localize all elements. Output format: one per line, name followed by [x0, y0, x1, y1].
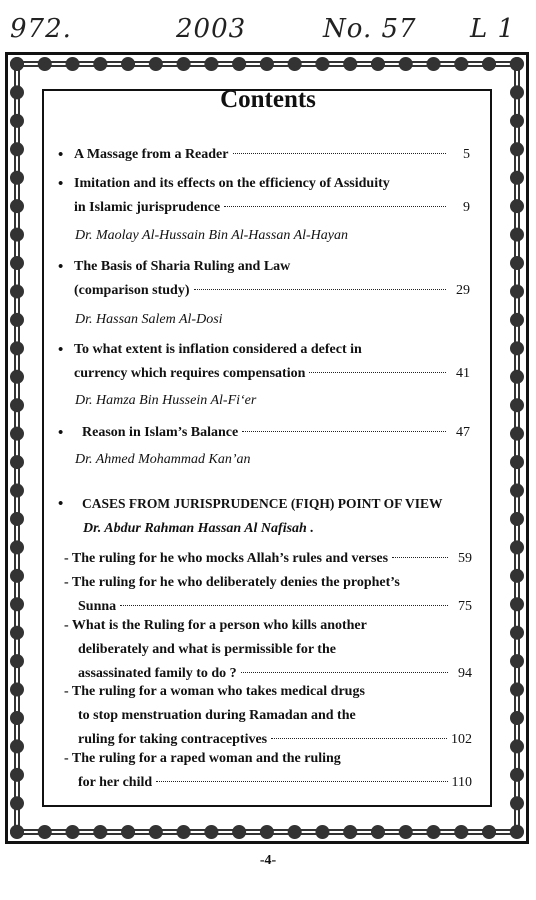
toc-entry-title-cont: assassinated family to do ? [78, 666, 237, 681]
toc-entry-title: - The ruling for a woman who takes medical drugs [64, 684, 365, 699]
toc-page-number: 75 [458, 599, 472, 614]
toc-entry-title: The Basis of Sharia Ruling and Law [74, 259, 291, 274]
toc-page-number: 41 [456, 366, 470, 381]
bullet-icon: • [58, 147, 64, 163]
toc-entry-title: Imitation and its effects on the efficiency of Assiduity [74, 176, 390, 191]
leader-dots [309, 372, 446, 373]
toc-entry [60, 421, 470, 445]
toc-author: Dr. Hamza Bin Hussein Al-Fi‘er [75, 393, 257, 408]
toc-entry-title: A Massage from a Reader [74, 147, 229, 162]
toc-section-heading [60, 492, 470, 516]
toc-entry [64, 680, 472, 752]
toc-entry [64, 614, 472, 686]
bullet-icon: • [58, 259, 64, 275]
bullet-icon: • [58, 176, 64, 192]
bullet-icon: • [58, 496, 64, 512]
toc-entry [60, 338, 470, 386]
leader-dots [392, 557, 448, 558]
toc-page-number: 47 [456, 425, 470, 440]
toc-entry [64, 571, 472, 619]
toc-page-number: 5 [463, 147, 470, 162]
toc-page-number: 94 [458, 666, 472, 681]
leader-dots [224, 206, 446, 207]
page-title: Contents [220, 86, 316, 113]
toc-entry-title: - The ruling for he who mocks Allah’s rules and verses [64, 551, 389, 566]
toc-page-number: 102 [451, 732, 472, 747]
toc-page-number: 59 [458, 551, 472, 566]
toc-entry-title-cont: Sunna [78, 599, 117, 614]
toc-entry [64, 747, 472, 795]
toc-entry-title: Reason in Islam’s Balance [82, 425, 239, 440]
toc-author: Dr. Abdur Rahman Hassan Al Nafisah . [83, 521, 314, 536]
toc-entry-title-cont: (comparison study) [74, 283, 190, 298]
handwritten-note-4: L 1 [470, 14, 516, 44]
toc-entry-title: To what extent is inflation considered a defect in [74, 342, 362, 357]
toc-entry [60, 172, 470, 220]
handwritten-note-1: 972. [10, 14, 72, 44]
toc-author: Dr. Hassan Salem Al-Dosi [75, 312, 223, 327]
toc-entry-title-cont: for her child [78, 775, 153, 790]
toc-page-number: 29 [456, 283, 470, 298]
toc-entry-title-cont: to stop menstruation during Ramadan and the [78, 708, 356, 723]
handwritten-note-3: No. 57 [323, 14, 417, 44]
leader-dots [242, 431, 446, 432]
leader-dots [271, 738, 447, 739]
toc-author: Dr. Maolay Al-Hussain Bin Al-Hassan Al-Hayan [75, 228, 348, 243]
toc-entry-title-cont: currency which requires compensation [74, 366, 306, 381]
toc-entry-title: - The ruling for he who deliberately denies the prophet’s [64, 575, 400, 590]
handwritten-note-2: 2003 [176, 14, 247, 44]
toc-entry [64, 547, 472, 571]
bullet-icon: • [58, 425, 64, 441]
leader-dots [156, 781, 447, 782]
toc-entry-title-cont: deliberately and what is permissible for the [78, 642, 336, 657]
leader-dots [194, 289, 446, 290]
leader-dots [120, 605, 448, 606]
toc-entry-title: CASES FROM JURISPRUDENCE (FIQH) POINT OF VIEW [82, 496, 443, 511]
toc-author: Dr. Ahmed Mohammad Kan’an [75, 452, 251, 467]
toc-entry [60, 255, 470, 303]
toc-page-number: 9 [463, 200, 470, 215]
page-number-footer: -4- [259, 853, 277, 868]
toc-entry-title-cont: in Islamic jurisprudence [74, 200, 221, 215]
toc-entry-title: - The ruling for a raped woman and the ruling [64, 751, 341, 766]
toc-entry-title-cont: ruling for taking contraceptives [78, 732, 268, 747]
toc-entry [60, 143, 470, 167]
bullet-icon: • [58, 342, 64, 358]
toc-page-number: 110 [451, 775, 472, 790]
leader-dots [241, 672, 448, 673]
toc-entry-title: - What is the Ruling for a person who kills another [64, 618, 367, 633]
leader-dots [233, 153, 447, 154]
